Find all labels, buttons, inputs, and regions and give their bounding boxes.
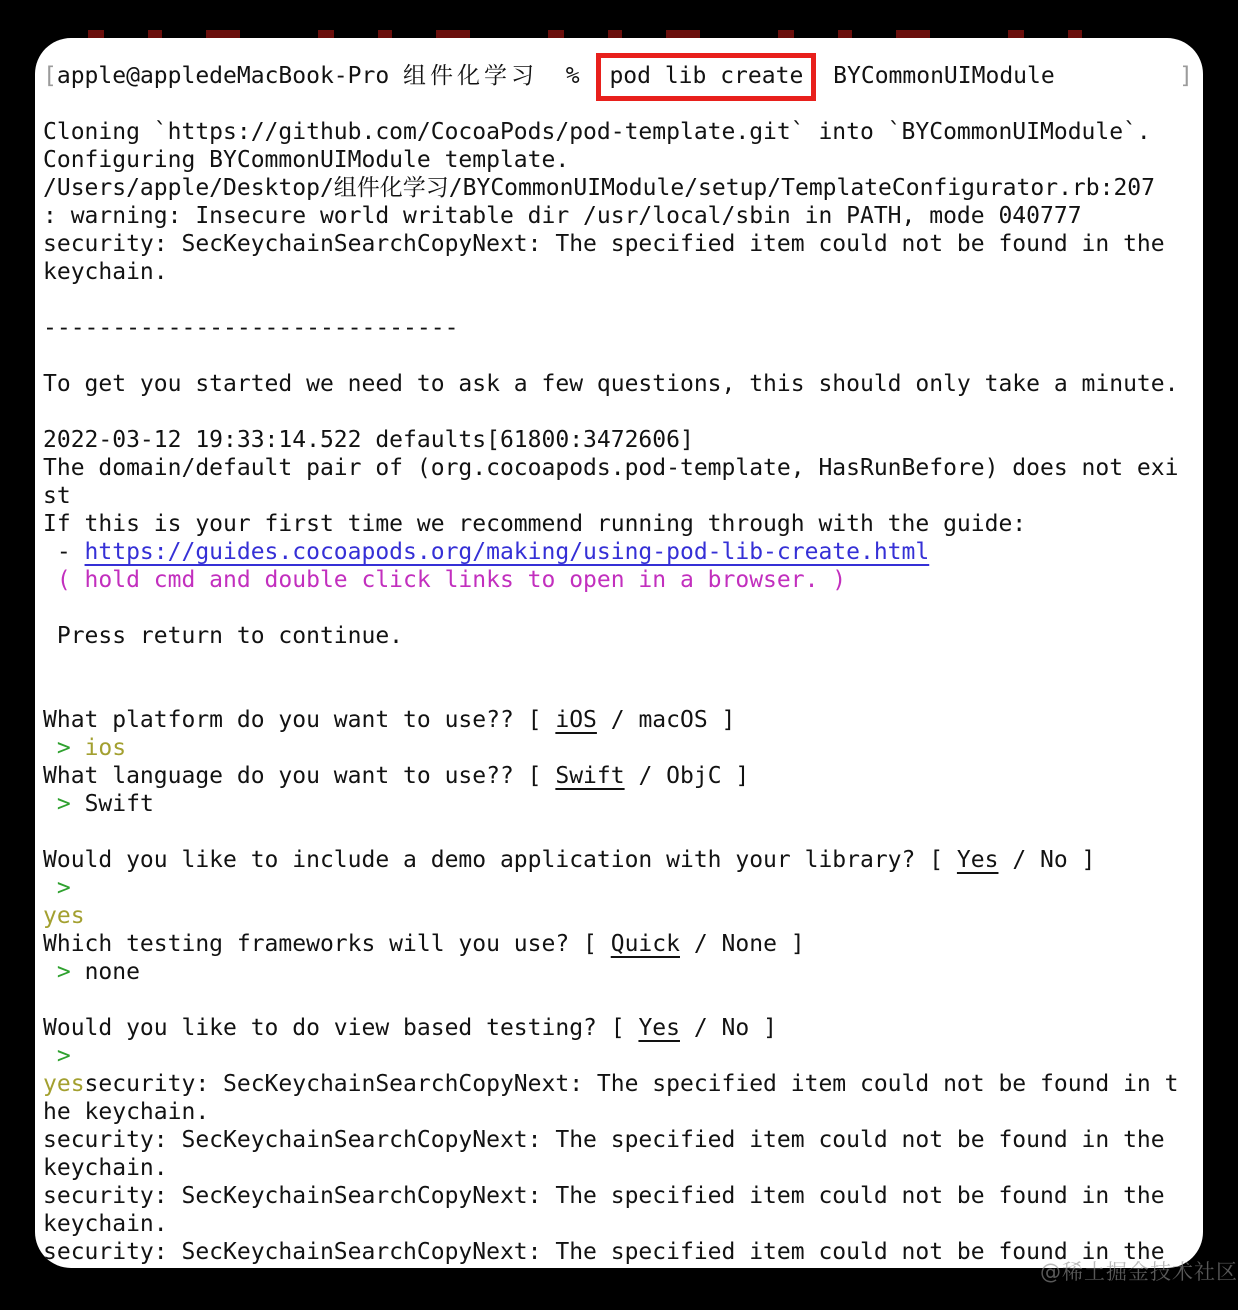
terminal-text: : warning: Insecure world writable dir /usr/local/sbin in PATH, mode 040777 (43, 203, 1082, 229)
terminal-line (43, 370, 1197, 398)
terminal-text: security: SecKeychainSearchCopyNext: The specified item could not be found in the (43, 1127, 1165, 1153)
terminal-text: iOS (555, 707, 597, 733)
user-answer: ios (84, 735, 127, 761)
terminal-line (43, 1154, 1197, 1182)
prompt-symbol: % (538, 63, 594, 89)
terminal-line (43, 566, 1197, 594)
terminal-text: security: SecKeychainSearchCopyNext: The specified item could not be found in t (84, 1071, 1179, 1097)
input-caret: > (56, 875, 71, 901)
terminal-line (43, 958, 1197, 986)
terminal-text: To get you started we need to ask a few questions, this should only take a minute. (43, 371, 1179, 397)
terminal-line (43, 398, 1197, 426)
input-caret: > (56, 1043, 71, 1069)
command-argument: BYCommonUIModule (819, 63, 1055, 89)
terminal-text: Yes (638, 1015, 680, 1041)
terminal-text (43, 875, 57, 901)
terminal-line (43, 1098, 1197, 1126)
user-answer: yes (43, 903, 85, 929)
terminal-text (43, 791, 57, 817)
terminal-line (43, 202, 1197, 230)
user-answer: Swift (70, 791, 154, 817)
terminal-text: /Users/apple/Desktop/组件化学习/BYCommonUIModule/setup/TemplateConfigurator.rb:207 (43, 175, 1155, 201)
terminal-text: / ObjC ] (624, 763, 750, 789)
terminal-line (43, 678, 1197, 706)
terminal-text: Quick (610, 931, 680, 957)
terminal-text: - (43, 539, 85, 565)
terminal-line (43, 62, 1197, 90)
terminal-line (43, 762, 1197, 790)
terminal-line (43, 90, 1197, 118)
highlighted-command: pod lib create (596, 53, 816, 101)
terminal-line (43, 482, 1197, 510)
user-answer: yes (43, 1071, 85, 1097)
terminal-line (43, 118, 1197, 146)
watermark: @稀土掘金技术社区 (1040, 1260, 1238, 1284)
terminal-line (43, 1210, 1197, 1238)
terminal-text: Configuring BYCommonUIModule template. (43, 147, 570, 173)
terminal-text: Press return to continue. (43, 623, 404, 649)
terminal-line (43, 930, 1197, 958)
terminal-text: Yes (956, 847, 999, 873)
terminal-text: / macOS ] (596, 707, 736, 733)
prompt-cwd: 组件化学习 (403, 63, 539, 89)
terminal-line (43, 538, 1197, 566)
terminal-line (43, 454, 1197, 482)
input-caret: > (56, 959, 71, 985)
terminal-text (43, 735, 57, 761)
terminal-text: What language do you want to use?? [ (43, 763, 556, 789)
terminal-text: ------------------------------ (43, 315, 459, 341)
terminal-text: If this is your first time we recommend running through with the guide: (43, 511, 1027, 537)
input-caret: > (56, 791, 71, 817)
prompt-open-bracket: [ (43, 63, 57, 89)
terminal-text (43, 1043, 57, 1069)
terminal-line (43, 902, 1197, 930)
terminal-text: Would you like to do view based testing? [ (43, 1015, 639, 1041)
terminal-line (43, 342, 1197, 370)
terminal-line (43, 1126, 1197, 1154)
terminal-line (43, 734, 1197, 762)
terminal-text: st (43, 483, 71, 509)
terminal-line (43, 258, 1197, 286)
terminal-text (71, 735, 85, 761)
terminal-line (43, 594, 1197, 622)
prompt-close-bracket: ] (1179, 63, 1193, 89)
terminal-text: security: SecKeychainSearchCopyNext: The specified item could not be found in the (43, 1239, 1165, 1265)
terminal-line (43, 230, 1197, 258)
terminal-text: Swift (555, 763, 625, 789)
terminal-text: / None ] (679, 931, 805, 957)
terminal-text: keychain. (43, 259, 168, 285)
terminal-line (43, 510, 1197, 538)
terminal-line (43, 1042, 1197, 1070)
terminal-text: he keychain. (43, 1099, 210, 1125)
terminal-window (35, 38, 1203, 1268)
terminal-text: The domain/default pair of (org.cocoapods.pod-template, HasRunBefore) does not exi (43, 455, 1179, 481)
terminal-text: / No ] (998, 847, 1096, 873)
terminal-line (43, 622, 1197, 650)
terminal-text: Which testing frameworks will you use? [ (43, 931, 611, 957)
terminal-text: security: SecKeychainSearchCopyNext: The specified item could not be found in the (43, 1183, 1165, 1209)
terminal-text: / No ] (679, 1015, 777, 1041)
terminal-text: keychain. (43, 1155, 168, 1181)
terminal-line (43, 1014, 1197, 1042)
terminal-line (43, 1238, 1197, 1266)
terminal-line (43, 874, 1197, 902)
terminal-text: Cloning `https://github.com/CocoaPods/pod-template.git` into `BYCommonUIModule`. (43, 119, 1151, 145)
guide-link[interactable]: https://guides.cocoapods.org/making/using-pod-lib-create.html (84, 539, 930, 565)
terminal-line (43, 146, 1197, 174)
prompt-user-host: apple@appledeMacBook-Pro (56, 63, 404, 89)
input-caret: > (56, 735, 71, 761)
terminal-line (43, 986, 1197, 1014)
terminal-text (43, 959, 57, 985)
terminal-line (43, 426, 1197, 454)
terminal-line (43, 790, 1197, 818)
terminal-line (43, 818, 1197, 846)
terminal-line (43, 286, 1197, 314)
terminal-text: ( hold cmd and double click links to open in a browser. ) (43, 567, 847, 593)
user-answer: none (70, 959, 140, 985)
terminal-line (43, 1070, 1197, 1098)
terminal-text: keychain. (43, 1211, 168, 1237)
terminal-line (43, 706, 1197, 734)
terminal-line (43, 846, 1197, 874)
terminal-line (43, 1182, 1197, 1210)
terminal-body (35, 38, 1203, 1268)
terminal-text: security: SecKeychainSearchCopyNext: The specified item could not be found in the (43, 231, 1165, 257)
terminal-text: What platform do you want to use?? [ (43, 707, 556, 733)
terminal-text: Would you like to include a demo application with your library? [ (43, 847, 957, 873)
terminal-text: 2022-03-12 19:33:14.522 defaults[61800:3472606] (43, 427, 694, 453)
terminal-line (43, 650, 1197, 678)
terminal-line (43, 174, 1197, 202)
terminal-line (43, 314, 1197, 342)
